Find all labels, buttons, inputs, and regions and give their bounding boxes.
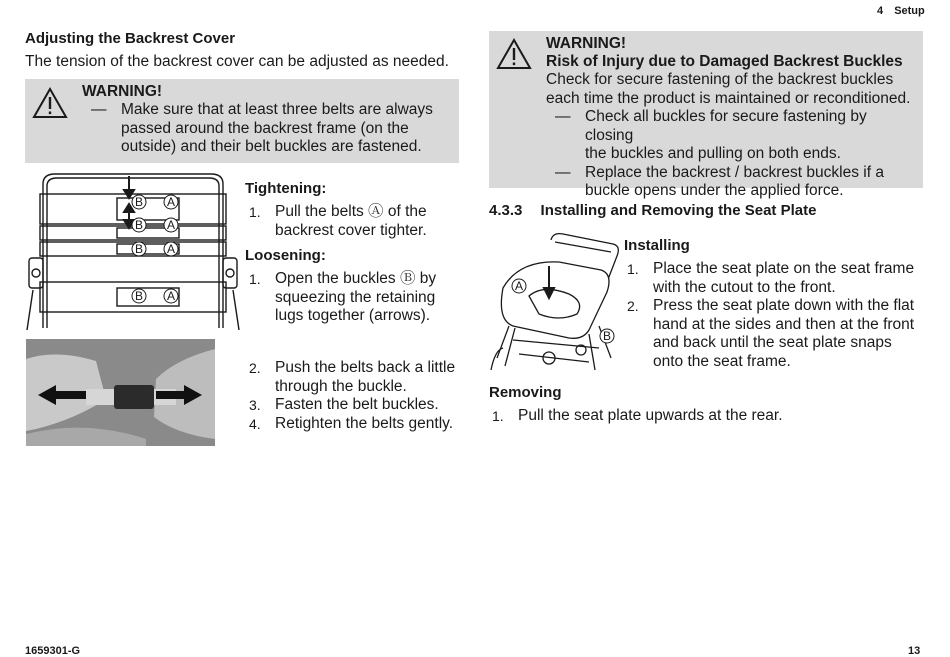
chapter-title: Setup (894, 5, 925, 17)
step-line: Push the belts back a little (275, 359, 456, 376)
warning-line: outside) and their belt buckles are fastened. (121, 138, 422, 155)
label-a: A (166, 195, 176, 209)
label-b: B (602, 329, 612, 343)
step-line: onto the seat frame. (653, 352, 791, 370)
label-b: B (134, 289, 144, 303)
warning-line: Check all buckles for secure fastening by closing (585, 108, 867, 144)
warning-line: Check for secure fastening of the backrest buckles (546, 71, 894, 88)
warning-box-belts (25, 79, 459, 163)
step-number: 1. (249, 271, 261, 287)
step-3 (249, 396, 459, 415)
page-number: 13 (908, 645, 921, 657)
step-number: 4. (249, 415, 261, 432)
warning-triangle-icon (32, 87, 68, 119)
label-b: B (134, 242, 144, 256)
step-line: backrest cover tighter. (275, 221, 427, 239)
step-line: Pull the belts Ⓐ of the (275, 203, 427, 220)
step-number: 1. (627, 261, 639, 277)
warning-box-buckles (489, 31, 923, 199)
step-line: Place the seat plate on the seat frame (653, 260, 915, 277)
remove-step-1 (492, 407, 812, 426)
label-a: A (166, 218, 176, 232)
install-step-2 (627, 297, 927, 371)
remaining-steps (249, 359, 459, 433)
warning-line: buckle opens under the applied force. (585, 182, 844, 199)
warning-line: Replace the backrest / backrest buckles if a (585, 163, 884, 181)
step-number: 2. (627, 298, 639, 314)
intro-text: The tension of the backrest cover can be adjusted as needed. (25, 53, 449, 70)
step-line: squeezing the retaining (275, 288, 436, 306)
step-line: hand at the sides and then at the front (653, 315, 915, 333)
backrest-belts-illustration (25, 170, 241, 332)
step-2 (249, 359, 459, 396)
tightening-step-1 (249, 203, 449, 240)
step-line: through the buckle. (275, 377, 407, 395)
step-number: 1. (249, 204, 261, 220)
loosening-heading: Loosening: (245, 247, 326, 264)
section-heading-seat-plate (489, 202, 816, 219)
removing-heading: Removing (489, 384, 562, 401)
section-title: Installing and Removing the Seat Plate (540, 202, 817, 219)
warning-line: passed around the backrest frame (on the (121, 119, 409, 137)
step-line: lugs together (arrows). (275, 307, 431, 324)
step-line: Press the seat plate down with the flat (653, 297, 915, 314)
warning-bullet (555, 108, 915, 164)
section-title-backrest-cover: Adjusting the Backrest Cover (25, 30, 236, 47)
warning-subtitle: Risk of Injury due to Damaged Backrest Buckles (546, 53, 903, 70)
label-a: A (514, 279, 524, 293)
step-line: Fasten the belt buckles. (275, 396, 439, 413)
warning-bullets (555, 108, 915, 201)
step-line: Open the buckles Ⓑ by (275, 270, 437, 287)
warning-body (546, 71, 921, 108)
install-step-1 (627, 260, 927, 297)
seat-plate-illustration (489, 230, 621, 372)
label-a: A (166, 289, 176, 303)
dash-bullet: — (91, 101, 107, 118)
dash-bullet: — (555, 108, 571, 125)
warning-bullet (555, 164, 915, 201)
warning-title: WARNING! (546, 35, 627, 52)
warning-bullet (91, 101, 451, 157)
loosening-step-1 (249, 270, 449, 326)
step-number: 3. (249, 397, 261, 413)
installing-steps (627, 260, 927, 371)
step-line: and back until the seat plate snaps (653, 334, 892, 351)
section-number: 4.3.3 (489, 202, 523, 219)
label-b: B (134, 195, 144, 209)
step-number: 2. (249, 360, 261, 376)
warning-line: the buckles and pulling on both ends. (585, 145, 841, 162)
installing-heading: Installing (624, 237, 690, 254)
label-a: A (166, 242, 176, 256)
tightening-heading: Tightening: (245, 180, 327, 197)
running-header (877, 5, 925, 17)
buckle-photo (26, 339, 215, 446)
warning-triangle-icon (496, 38, 532, 70)
step-line: Pull the seat plate upwards at the rear. (518, 407, 783, 424)
chapter-number: 4 (877, 5, 884, 17)
warning-line: Make sure that at least three belts are always (121, 101, 433, 118)
step-line: with the cutout to the front. (653, 278, 836, 296)
dash-bullet: — (555, 163, 571, 181)
step-line: Retighten the belts gently. (275, 414, 454, 432)
step-4 (249, 415, 459, 434)
document-id: 1659301-G (25, 645, 81, 657)
step-number: 1. (492, 408, 504, 424)
warning-title: WARNING! (82, 83, 163, 100)
warning-line: each time the product is maintained or reconditioned. (546, 89, 911, 107)
removing-steps (492, 407, 812, 426)
label-b: B (134, 218, 144, 232)
